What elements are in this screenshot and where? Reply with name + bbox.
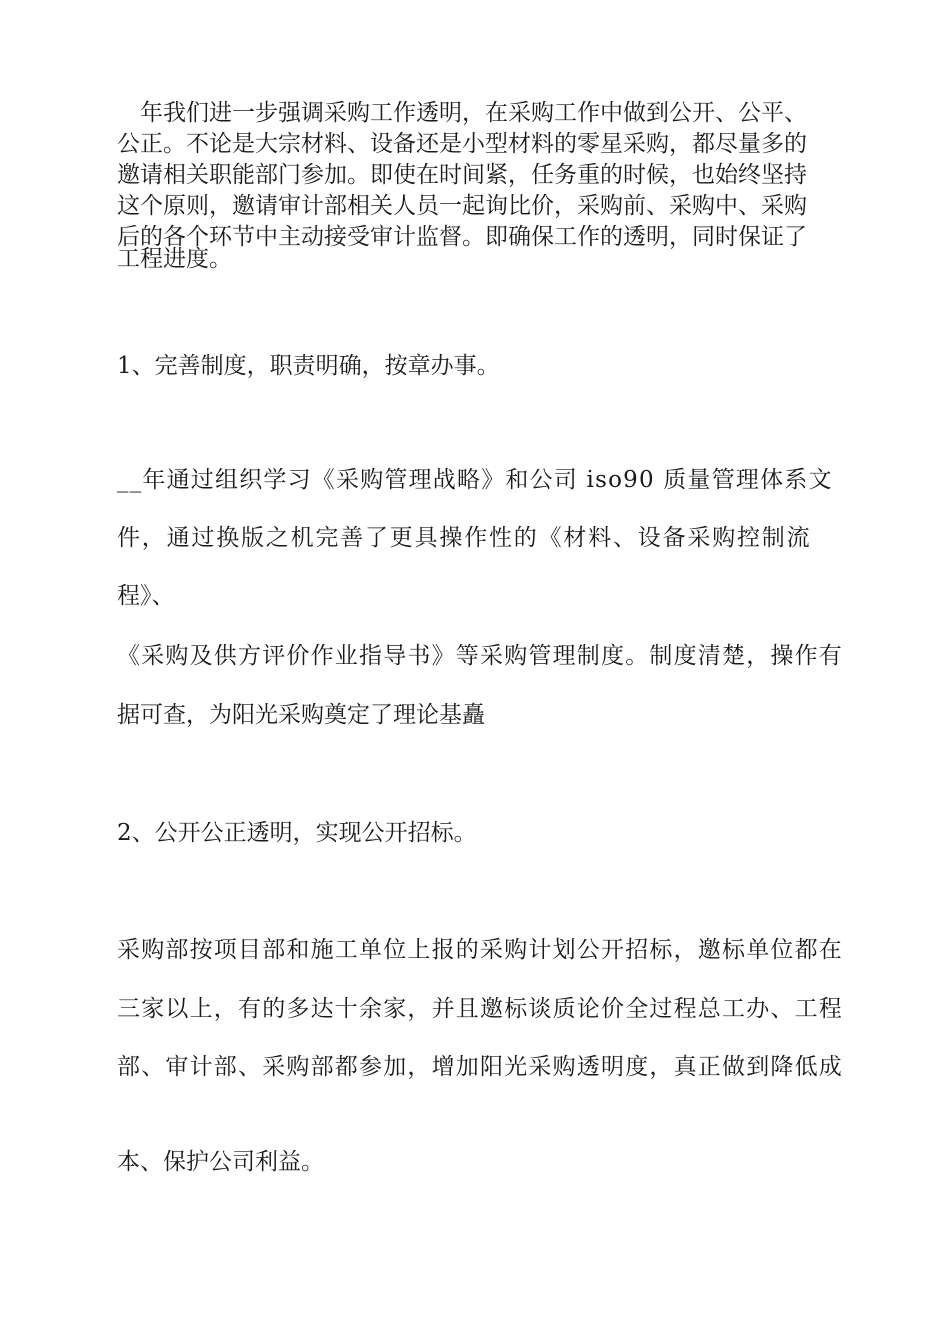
section1-line-1: __年通过组织学习《采购管理战略》和公司 iso90 质量管理体系文 <box>117 467 833 493</box>
section2-line-1: 采购部按项目部和施工单位上报的采购计划公开招标，邀标单位都在 <box>117 937 843 963</box>
section2-line-2: 三家以上，有的多达十余家，并且邀标谈质论价全过程总工办、工程 <box>117 996 843 1022</box>
section1-line-3: 程》、 <box>117 583 175 609</box>
section1-line-5: 据可查，为阳光采购奠定了理论基矗 <box>117 702 485 728</box>
intro-line-3: 邀请相关职能部门参加。即使在时间紧，任务重的时候，也始终坚持 <box>117 162 807 188</box>
intro-line-1: 年我们进一步强调采购工作透明，在采购工作中做到公开、公平、 <box>140 100 807 126</box>
intro-line-2: 公正。不论是大宗材料、设备还是小型材料的零星采购，都尽量多的 <box>117 131 807 157</box>
section-heading-1: 1、完善制度，职责明确，按章办事。 <box>117 353 500 379</box>
section2-line-3: 部、审计部、采购部都参加，增加阳光采购透明度，真正做到降低成 <box>117 1054 843 1080</box>
intro-line-4: 这个原则，邀请审计部相关人员一起询比价，采购前、采购中、采购 <box>117 193 807 219</box>
intro-line-6: 工程进度。 <box>117 246 232 272</box>
intro-line-5: 后的各个环节中主动接受审计监督。即确保工作的透明，同时保证了 <box>117 224 807 250</box>
section2-line-4: 本、保护公司利益。 <box>117 1149 324 1175</box>
section1-line-4: 《采购及供方评价作业指导书》等采购管理制度。制度清楚，操作有 <box>117 643 843 669</box>
section1-line-2: 件，通过换版之机完善了更具操作性的《材料、设备采购控制流 <box>117 525 812 551</box>
section-heading-2: 2、公开公正透明，实现公开招标。 <box>117 820 477 846</box>
